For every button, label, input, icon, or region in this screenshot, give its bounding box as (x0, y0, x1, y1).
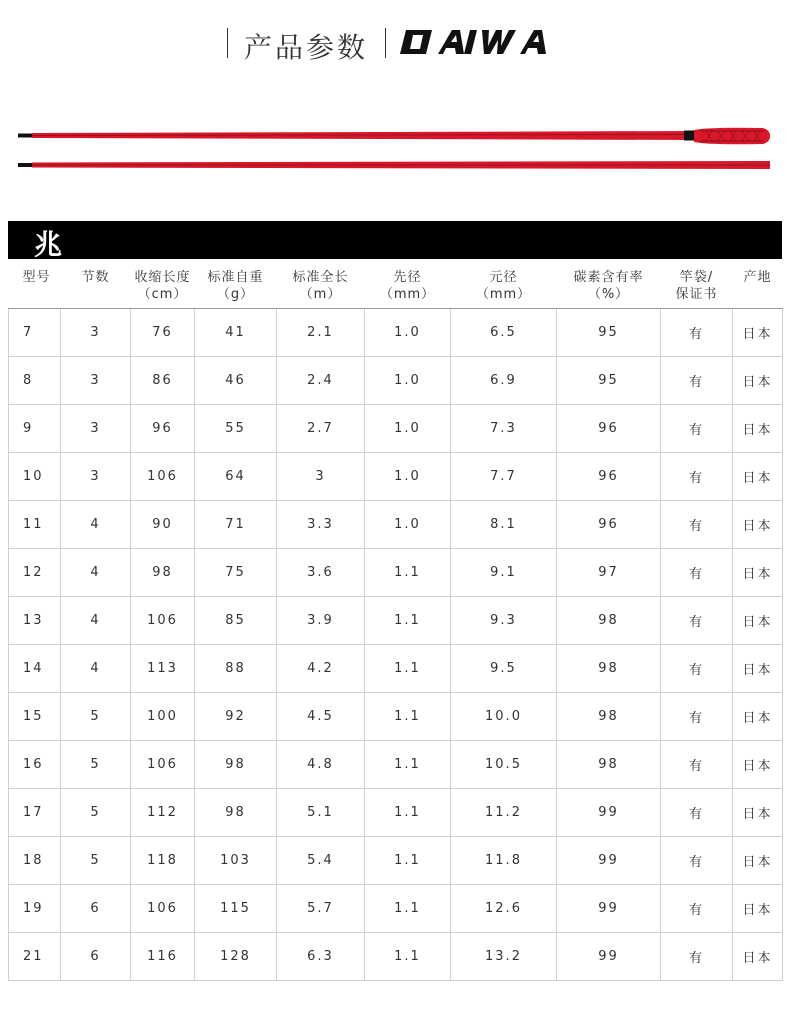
column-header (195, 259, 277, 308)
column-header (277, 259, 365, 308)
table-cell: 日本 (733, 932, 783, 980)
table-cell: 日本 (733, 644, 783, 692)
table-cell: 1.0 (365, 500, 451, 548)
table-cell: 5 (61, 692, 131, 740)
table-cell: 14 (9, 644, 61, 692)
table-cell: 96 (131, 404, 195, 452)
table-cell: 11 (9, 500, 61, 548)
table-cell: 1.0 (365, 452, 451, 500)
table-cell: 90 (131, 500, 195, 548)
table-cell: 2.4 (277, 356, 365, 404)
table-cell: 1.1 (365, 836, 451, 884)
table-cell: 1.0 (365, 404, 451, 452)
table-cell: 有 (661, 548, 733, 596)
table-cell: 日本 (733, 500, 783, 548)
column-header-unit: （m） (299, 287, 342, 302)
table-cell: 4.5 (277, 692, 365, 740)
table-cell: 9.5 (451, 644, 557, 692)
table-cell: 99 (557, 932, 661, 980)
table-cell: 16 (9, 740, 61, 788)
table-cell: 3 (277, 452, 365, 500)
table-cell: 106 (131, 740, 195, 788)
table-cell: 8 (9, 356, 61, 404)
table-cell: 有 (661, 788, 733, 836)
page-header (0, 22, 790, 62)
table-cell: 3 (61, 308, 131, 356)
table-cell: 46 (195, 356, 277, 404)
table-cell: 12.6 (451, 884, 557, 932)
table-cell: 112 (131, 788, 195, 836)
table-cell: 99 (557, 788, 661, 836)
table-cell: 有 (661, 644, 733, 692)
table-cell: 4 (61, 500, 131, 548)
column-header-label: 节数 (81, 270, 110, 285)
table-cell: 11.8 (451, 836, 557, 884)
table-cell: 17 (9, 788, 61, 836)
column-header-label: 竿袋/ (679, 270, 714, 285)
table-row (9, 692, 783, 740)
table-cell: 有 (661, 932, 733, 980)
table-cell: 日本 (733, 788, 783, 836)
column-header-label: 标准自重 (207, 270, 264, 285)
table-cell: 7 (9, 308, 61, 356)
table-cell: 9.1 (451, 548, 557, 596)
table-cell: 8.1 (451, 500, 557, 548)
table-cell: 64 (195, 452, 277, 500)
table-cell: 1.1 (365, 692, 451, 740)
column-header-unit: 保证书 (675, 287, 718, 302)
table-cell: 76 (131, 308, 195, 356)
rod-image-extended (18, 126, 770, 146)
table-cell: 1.1 (365, 644, 451, 692)
table-cell: 4 (61, 644, 131, 692)
table-cell: 41 (195, 308, 277, 356)
column-header-label: 标准全长 (292, 270, 349, 285)
table-cell: 7.3 (451, 404, 557, 452)
table-cell: 3 (61, 452, 131, 500)
table-cell: 95 (557, 308, 661, 356)
table-cell: 6.5 (451, 308, 557, 356)
table-cell: 5.1 (277, 788, 365, 836)
table-cell: 有 (661, 692, 733, 740)
column-header-label: 产地 (743, 270, 772, 285)
table-cell: 有 (661, 356, 733, 404)
table-cell: 1.0 (365, 356, 451, 404)
table-cell: 2.7 (277, 404, 365, 452)
model-name: 兆 (34, 228, 63, 261)
table-cell: 96 (557, 452, 661, 500)
table-cell: 日本 (733, 308, 783, 356)
table-cell: 5 (61, 836, 131, 884)
table-cell: 1.1 (365, 596, 451, 644)
table-cell: 97 (557, 548, 661, 596)
table-cell: 7.7 (451, 452, 557, 500)
spec-table (8, 259, 783, 981)
table-cell: 88 (195, 644, 277, 692)
table-row (9, 788, 783, 836)
table-cell: 98 (195, 788, 277, 836)
model-name-bar (8, 221, 782, 259)
column-header-unit: （%） (587, 287, 630, 302)
column-header-unit: （cm） (137, 287, 188, 302)
table-cell: 10 (9, 452, 61, 500)
table-cell: 115 (195, 884, 277, 932)
table-cell: 98 (557, 692, 661, 740)
table-cell: 有 (661, 308, 733, 356)
table-cell: 3 (61, 356, 131, 404)
table-cell: 118 (131, 836, 195, 884)
table-row (9, 884, 783, 932)
table-cell: 3.3 (277, 500, 365, 548)
table-cell: 日本 (733, 452, 783, 500)
table-cell: 9.3 (451, 596, 557, 644)
table-cell: 有 (661, 404, 733, 452)
table-cell: 128 (195, 932, 277, 980)
table-row (9, 932, 783, 980)
page-title: 产品参数 (244, 31, 369, 64)
table-cell: 13.2 (451, 932, 557, 980)
column-header (733, 259, 783, 308)
table-cell: 10.0 (451, 692, 557, 740)
column-header (131, 259, 195, 308)
table-row (9, 356, 783, 404)
table-cell: 6 (61, 884, 131, 932)
table-cell: 5 (61, 740, 131, 788)
table-cell: 19 (9, 884, 61, 932)
table-cell: 9 (9, 404, 61, 452)
table-cell: 1.1 (365, 740, 451, 788)
table-cell: 6.3 (277, 932, 365, 980)
table-row (9, 308, 783, 356)
table-row (9, 596, 783, 644)
column-header (661, 259, 733, 308)
header-divider (227, 28, 228, 58)
column-header (557, 259, 661, 308)
table-cell: 95 (557, 356, 661, 404)
table-cell: 有 (661, 500, 733, 548)
table-cell: 15 (9, 692, 61, 740)
table-cell: 3.9 (277, 596, 365, 644)
table-cell: 92 (195, 692, 277, 740)
table-cell: 5.4 (277, 836, 365, 884)
table-cell: 98 (557, 740, 661, 788)
column-header-label: 收缩长度 (134, 270, 191, 285)
table-cell: 5.7 (277, 884, 365, 932)
column-header-label: 先径 (393, 270, 422, 285)
table-cell: 有 (661, 836, 733, 884)
table-row (9, 836, 783, 884)
column-header (451, 259, 557, 308)
table-cell: 有 (661, 452, 733, 500)
table-cell: 2.1 (277, 308, 365, 356)
table-cell: 18 (9, 836, 61, 884)
table-cell: 日本 (733, 356, 783, 404)
table-cell: 106 (131, 452, 195, 500)
table-cell: 12 (9, 548, 61, 596)
table-cell: 100 (131, 692, 195, 740)
table-row (9, 644, 783, 692)
table-cell: 98 (195, 740, 277, 788)
table-cell: 106 (131, 884, 195, 932)
table-row (9, 548, 783, 596)
table-cell: 日本 (733, 548, 783, 596)
table-cell: 103 (195, 836, 277, 884)
table-cell: 71 (195, 500, 277, 548)
table-cell: 日本 (733, 404, 783, 452)
table-cell: 106 (131, 596, 195, 644)
table-cell: 日本 (733, 836, 783, 884)
column-header-label: 元径 (489, 270, 518, 285)
table-cell: 4 (61, 548, 131, 596)
table-cell: 日本 (733, 596, 783, 644)
table-cell: 1.1 (365, 884, 451, 932)
column-header-unit: （mm） (379, 287, 436, 302)
table-cell: 4.2 (277, 644, 365, 692)
table-cell: 98 (131, 548, 195, 596)
column-header-unit: （mm） (475, 287, 532, 302)
table-cell: 96 (557, 404, 661, 452)
table-cell: 116 (131, 932, 195, 980)
table-cell: 113 (131, 644, 195, 692)
table-cell: 有 (661, 884, 733, 932)
table-cell: 75 (195, 548, 277, 596)
table-cell: 96 (557, 500, 661, 548)
table-cell: 1.1 (365, 788, 451, 836)
table-cell: 1.0 (365, 308, 451, 356)
table-cell: 4.8 (277, 740, 365, 788)
table-cell: 6 (61, 932, 131, 980)
table-cell: 85 (195, 596, 277, 644)
brand-logo (398, 26, 572, 58)
column-header (9, 259, 61, 308)
table-cell: 1.1 (365, 548, 451, 596)
table-cell: 3 (61, 404, 131, 452)
table-row (9, 452, 783, 500)
table-cell: 98 (557, 644, 661, 692)
table-cell: 86 (131, 356, 195, 404)
table-cell: 有 (661, 740, 733, 788)
table-row (9, 404, 783, 452)
table-cell: 有 (661, 596, 733, 644)
table-cell: 5 (61, 788, 131, 836)
table-cell: 日本 (733, 692, 783, 740)
table-cell: 99 (557, 884, 661, 932)
rod-image-collapsed (18, 158, 770, 172)
table-cell: 日本 (733, 884, 783, 932)
table-cell: 日本 (733, 740, 783, 788)
column-header-unit: （g） (216, 287, 255, 302)
table-row (9, 740, 783, 788)
header-divider (385, 28, 386, 58)
table-cell: 10.5 (451, 740, 557, 788)
table-cell: 99 (557, 836, 661, 884)
table-cell: 13 (9, 596, 61, 644)
table-cell: 55 (195, 404, 277, 452)
table-cell: 98 (557, 596, 661, 644)
table-cell: 21 (9, 932, 61, 980)
column-header-label: 碳素含有率 (573, 270, 644, 285)
column-header (365, 259, 451, 308)
table-row (9, 500, 783, 548)
table-cell: 3.6 (277, 548, 365, 596)
table-header-row (9, 259, 783, 308)
table-cell: 4 (61, 596, 131, 644)
column-header (61, 259, 131, 308)
table-cell: 1.1 (365, 932, 451, 980)
table-cell: 6.9 (451, 356, 557, 404)
table-cell: 11.2 (451, 788, 557, 836)
column-header-label: 型号 (22, 270, 51, 285)
